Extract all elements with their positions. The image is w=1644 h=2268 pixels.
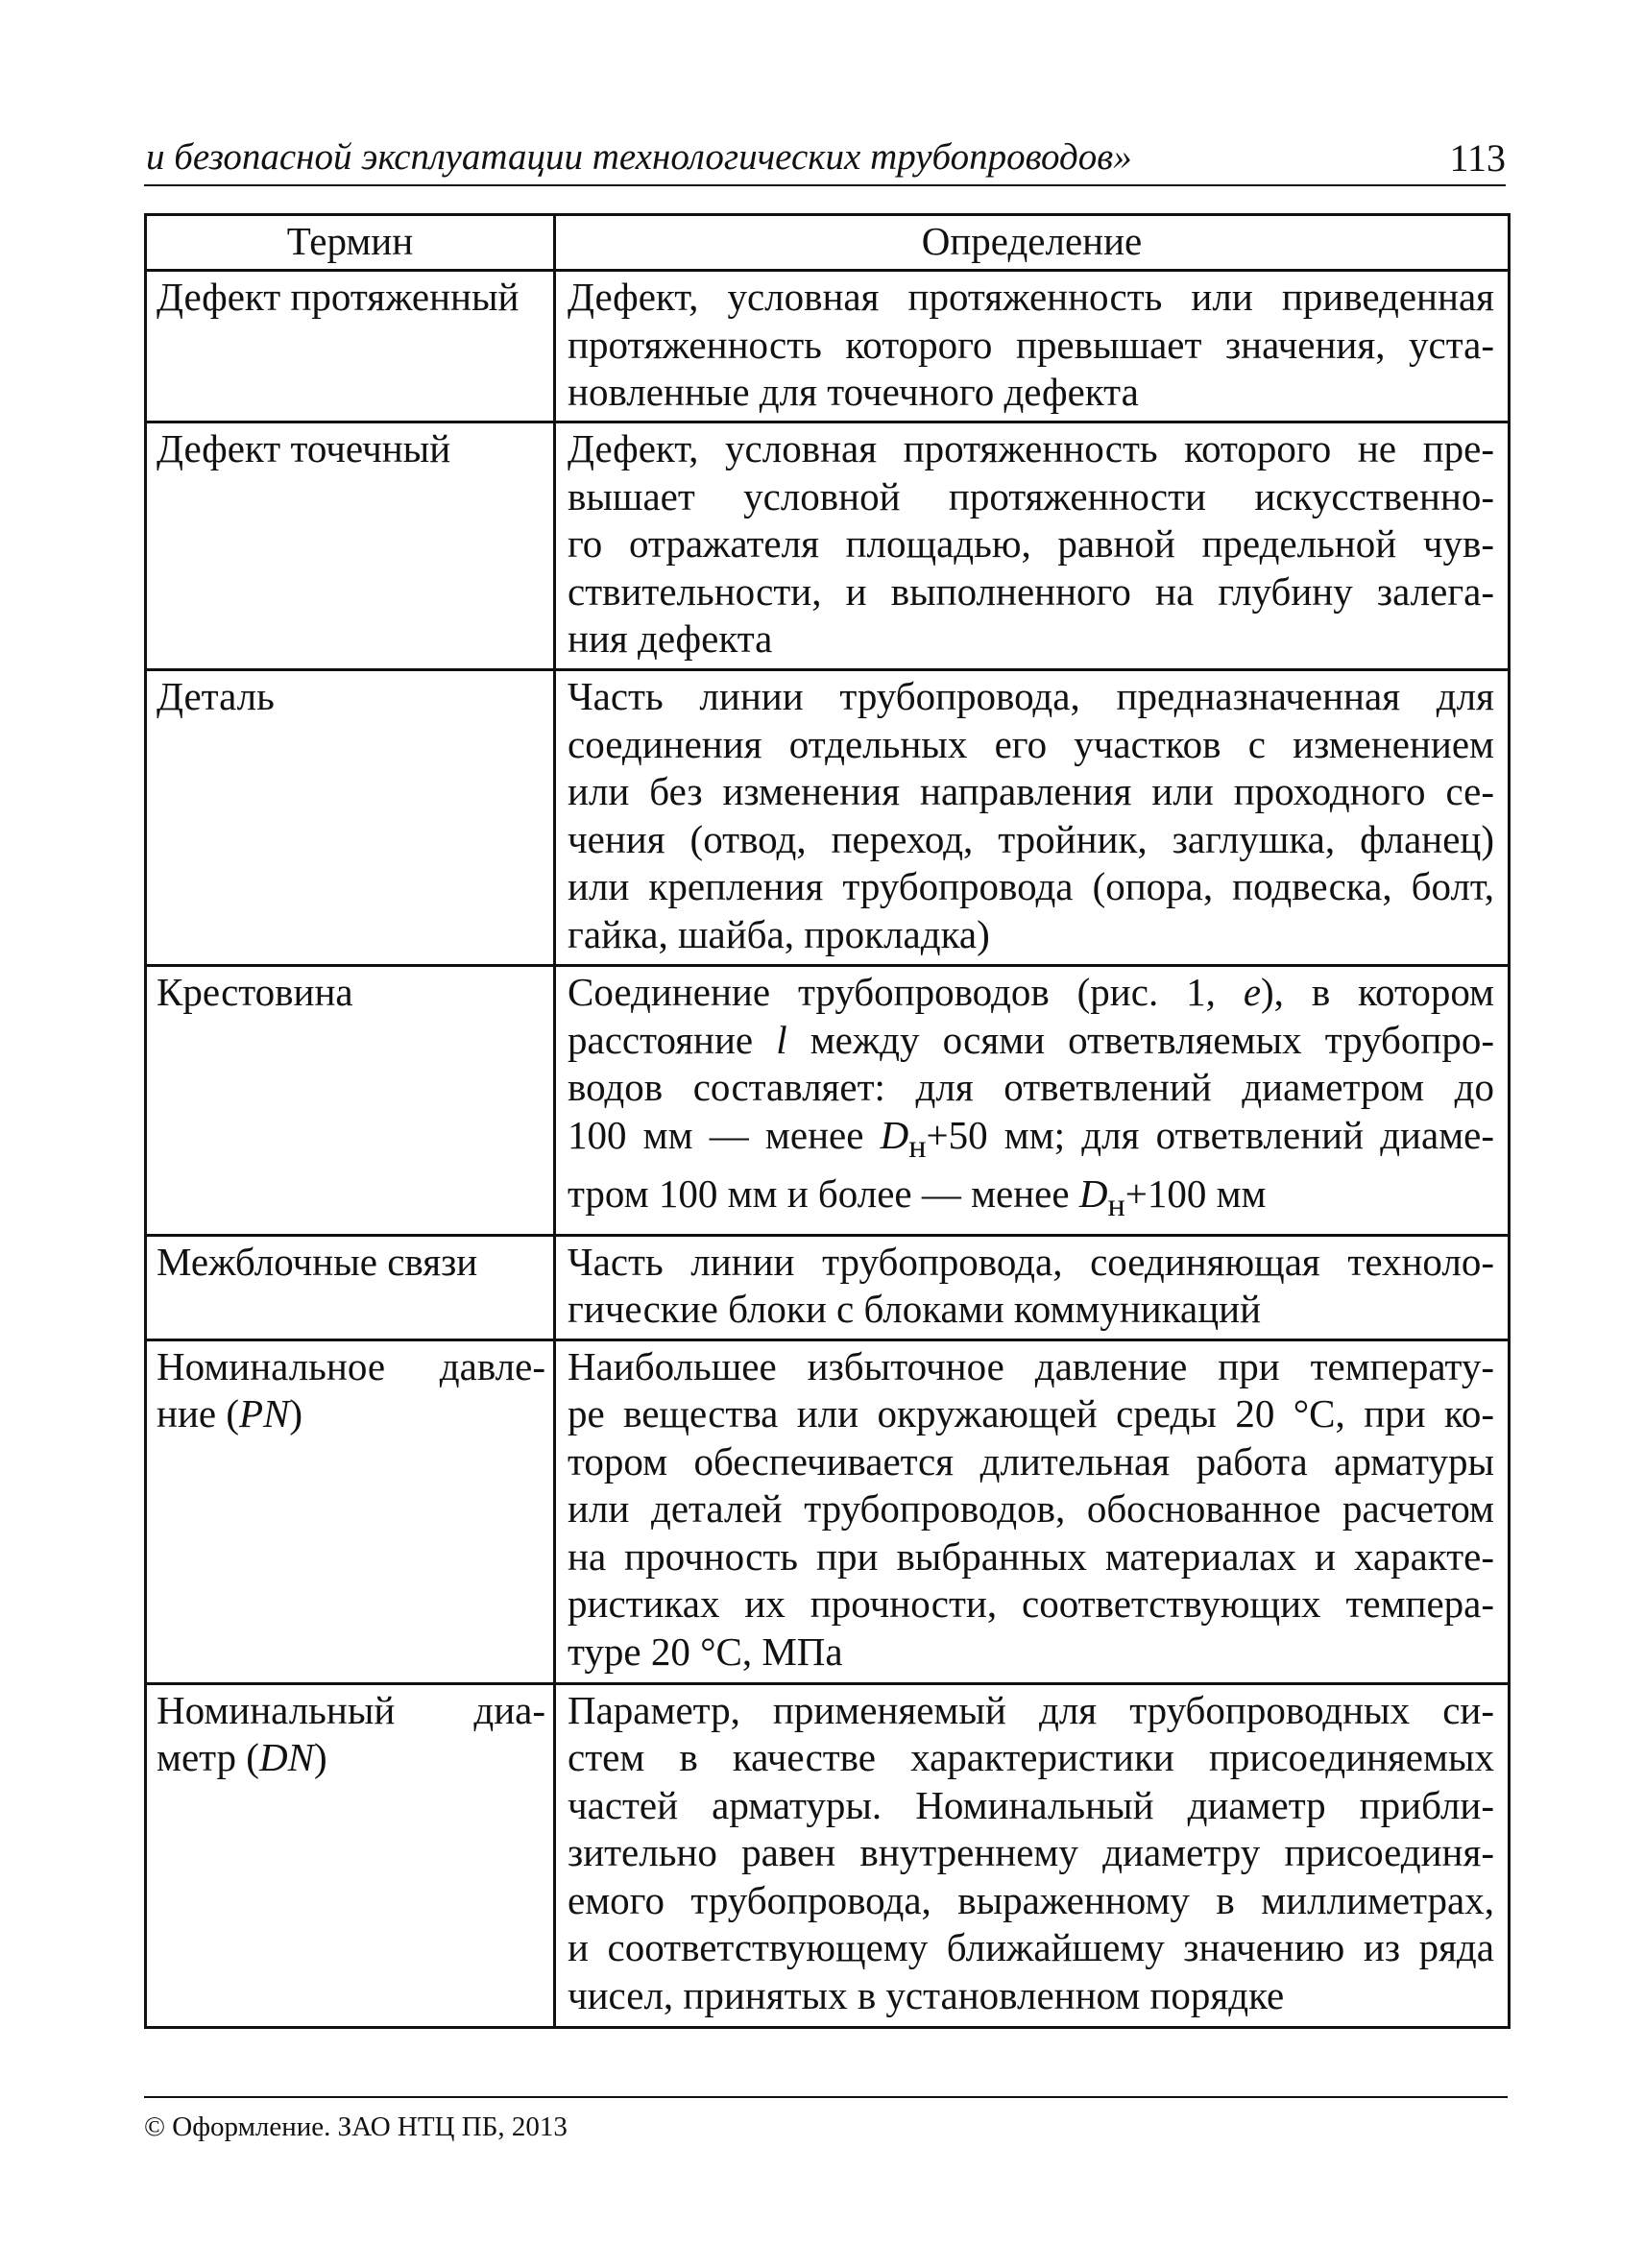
page-number: 113: [1449, 136, 1506, 180]
definition-line: Дефект, условная протяженность или приведенная: [568, 275, 1494, 319]
definition-line: Часть линии трубопровода, соединяющая техноло-: [568, 1239, 1494, 1284]
definition-line: новленные для точечного дефекта: [568, 370, 1139, 414]
definition-line: ния дефекта: [568, 616, 773, 661]
definition-line: чисел, принятых в установленном порядке: [568, 1972, 1285, 2017]
table-row: [146, 966, 1510, 1236]
footer-divider: [144, 2096, 1508, 2098]
definition-line: емого трубопровода, выраженному в миллиметрах,: [568, 1877, 1494, 1922]
definition-cell: [555, 966, 1510, 1236]
definition-cell: [555, 1339, 1510, 1683]
running-head: [144, 129, 1506, 186]
definition-line: гические блоки с блоками коммуникаций: [568, 1287, 1262, 1332]
terms-table: [144, 213, 1511, 2029]
definition-line: водов составляет: для ответвлений диаметром до: [568, 1065, 1494, 1109]
term-line: Дефект протяженный: [157, 275, 520, 319]
term-line: Номинальный диа-: [157, 1687, 545, 1732]
term-line: метр (DN): [157, 1735, 327, 1780]
definition-cell: [555, 422, 1510, 670]
definition-line: частей арматуры. Номинальный диаметр прибли-: [568, 1782, 1494, 1827]
term-cell: [146, 670, 555, 966]
term-line: Деталь: [157, 674, 275, 718]
definition-line: соединения отдельных его участков с изменением: [568, 721, 1494, 766]
definition-line: ристиках их прочности, соответствующих темпера-: [568, 1581, 1494, 1627]
definition-line: и соответствующему ближайшему значению из ряда: [568, 1925, 1494, 1970]
term-line: Межблочные связи: [157, 1239, 478, 1284]
column-header-definition: Определение: [555, 215, 1510, 271]
definition-line: или крепления трубопровода (опора, подвеска, болт,: [568, 864, 1494, 908]
footer-copyright: © Оформление. ЗАО НТЦ ПБ, 2013: [144, 2111, 568, 2142]
running-title: и безопасной эксплуатации технологических трубопроводов»: [146, 136, 1132, 178]
term-cell: [146, 271, 555, 422]
definition-line: Параметр, применяемый для трубопроводных си-: [568, 1687, 1494, 1732]
definition-line: Дефект, условная протяженность которого не пре-: [568, 426, 1494, 470]
term-line: ние (PN): [157, 1391, 303, 1436]
term-line: Дефект точечный: [157, 426, 451, 470]
definition-line: стем в качестве характеристики присоединяемых: [568, 1735, 1494, 1780]
definition-line: вышает условной протяженности искусственно-: [568, 473, 1494, 519]
term-cell: [146, 966, 555, 1236]
table-row: [146, 271, 1510, 422]
definition-cell: [555, 1683, 1510, 2027]
definition-line: протяженность которого превышает значения, уста-: [568, 322, 1494, 367]
definition-line: расстояние l между осями ответвляемых трубопро-: [568, 1017, 1494, 1062]
definition-line: или без изменения направления или проходного се-: [568, 769, 1494, 813]
definition-line: на прочность при выбранных материалах и характе-: [568, 1533, 1494, 1579]
definition-line: тром 100 мм и более — менее $D_н+100$ мм: [568, 1171, 1267, 1224]
column-header-term: Термин: [146, 215, 555, 271]
table-row: [146, 1235, 1510, 1339]
definition-line: зительно равен внутреннему диаметру присоединя-: [568, 1830, 1494, 1875]
definition-line: 100 мм — менее $D_н+50$ мм; для ответвлений диаме-: [568, 1112, 1494, 1165]
term-cell: [146, 422, 555, 670]
definition-cell: [555, 670, 1510, 966]
definition-line: Часть линии трубопровода, предназначенная для: [568, 674, 1494, 718]
definition-line: гайка, шайба, прокладка): [568, 911, 990, 956]
definition-line: ствительности, и выполненного на глубину залега-: [568, 568, 1494, 614]
table-row: [146, 670, 1510, 966]
term-cell: [146, 1235, 555, 1339]
term-cell: [146, 1339, 555, 1683]
definition-line: туре 20 °С, МПа: [568, 1629, 843, 1674]
term-cell: [146, 1683, 555, 2027]
definition-line: Наибольшее избыточное давление при температу-: [568, 1343, 1494, 1388]
definition-line: или деталей трубопроводов, обоснованное расчетом: [568, 1486, 1494, 1532]
definition-cell: [555, 1235, 1510, 1339]
definition-line: чения (отвод, переход, тройник, заглушка, фланец): [568, 816, 1494, 861]
term-line: Номинальное давле-: [157, 1343, 545, 1388]
term-line: Крестовина: [157, 970, 353, 1014]
definition-line: го отражателя площадью, равной предельной чув-: [568, 521, 1494, 566]
table-row: [146, 1339, 1510, 1683]
table-row: [146, 422, 1510, 670]
table-header-row: [146, 215, 1510, 271]
definition-cell: [555, 271, 1510, 422]
table-row: [146, 1683, 1510, 2027]
definition-line: ре вещества или окружающей среды 20 °С, при ко-: [568, 1391, 1494, 1436]
definition-line: тором обеспечивается длительная работа арматуры: [568, 1438, 1494, 1484]
definition-line: Соединение трубопроводов (рис. 1, е), в котором: [568, 970, 1495, 1014]
